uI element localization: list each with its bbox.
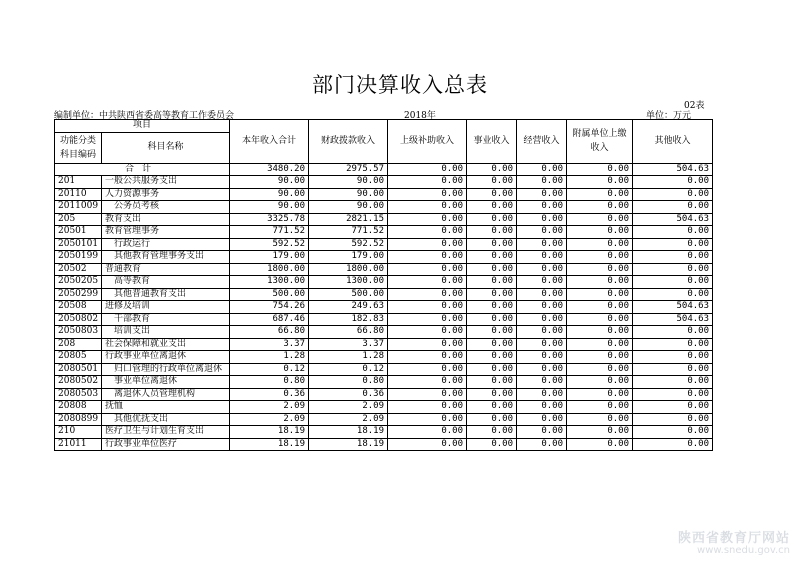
table-row xyxy=(55,276,713,289)
row-subsidy-cell: 0.00 xyxy=(388,251,467,264)
header-business: 事业收入 xyxy=(467,120,517,164)
table-row xyxy=(55,363,713,376)
row-subsidy-cell: 0.00 xyxy=(388,426,467,439)
row-subsidy-cell: 0.00 xyxy=(388,313,467,326)
row-code: 2050299 xyxy=(55,288,102,301)
row-fiscal-cell: 592.52 xyxy=(309,238,388,251)
row-operating-cell: 0.00 xyxy=(517,313,567,326)
row-affiliated-cell: 0.00 xyxy=(567,413,633,426)
row-total-cell: 771.52 xyxy=(230,226,309,239)
row-name: 其他优抚支出 xyxy=(102,413,230,426)
row-subsidy-cell: 0.00 xyxy=(388,226,467,239)
table-row xyxy=(55,313,713,326)
row-business-cell: 0.00 xyxy=(467,226,517,239)
table-row xyxy=(55,413,713,426)
row-subsidy-cell: 0.00 xyxy=(388,338,467,351)
row-other-cell: 504.63 xyxy=(633,213,713,226)
row-operating-cell: 0.00 xyxy=(517,413,567,426)
row-total-cell: 2.09 xyxy=(230,413,309,426)
row-other-cell: 504.63 xyxy=(633,313,713,326)
row-operating-cell: 0.00 xyxy=(517,351,567,364)
watermark-url: www.snedu.gov.cn xyxy=(697,545,790,556)
page-title: 部门决算收入总表 xyxy=(312,73,488,97)
row-fiscal-cell: 90.00 xyxy=(309,201,388,214)
table-row xyxy=(55,288,713,301)
row-name: 公务员考核 xyxy=(102,201,230,214)
row-code: 201 xyxy=(55,176,102,189)
row-total-cell: 18.19 xyxy=(230,426,309,439)
row-other-cell: 0.00 xyxy=(633,188,713,201)
row-business-cell: 0.00 xyxy=(467,401,517,414)
row-operating-cell: 0.00 xyxy=(517,438,567,451)
row-subsidy-cell: 0.00 xyxy=(388,401,467,414)
row-total-cell: 1.28 xyxy=(230,351,309,364)
row-operating-cell: 0.00 xyxy=(517,326,567,339)
total-label: 合计 xyxy=(55,163,230,176)
total-cell: 0.00 xyxy=(567,163,633,176)
table-row xyxy=(55,388,713,401)
header-item-group: 项目 xyxy=(55,120,230,133)
row-total-cell: 1800.00 xyxy=(230,263,309,276)
row-subsidy-cell: 0.00 xyxy=(388,326,467,339)
row-business-cell: 0.00 xyxy=(467,238,517,251)
row-fiscal-cell: 0.80 xyxy=(309,376,388,389)
row-other-cell: 0.00 xyxy=(633,176,713,189)
row-operating-cell: 0.00 xyxy=(517,276,567,289)
row-operating-cell: 0.00 xyxy=(517,426,567,439)
row-total-cell: 3.37 xyxy=(230,338,309,351)
row-operating-cell: 0.00 xyxy=(517,288,567,301)
row-fiscal-cell: 90.00 xyxy=(309,176,388,189)
row-code: 20110 xyxy=(55,188,102,201)
total-cell: 504.63 xyxy=(633,163,713,176)
row-name: 抚恤 xyxy=(102,401,230,414)
row-name: 高等教育 xyxy=(102,276,230,289)
row-total-cell: 179.00 xyxy=(230,251,309,264)
row-fiscal-cell: 249.63 xyxy=(309,301,388,314)
row-name: 其他教育管理事务支出 xyxy=(102,251,230,264)
row-fiscal-cell: 18.19 xyxy=(309,426,388,439)
header-code: 功能分类科目编码 xyxy=(55,132,102,163)
row-name: 归口管理的行政单位离退休 xyxy=(102,363,230,376)
row-fiscal-cell: 2.09 xyxy=(309,401,388,414)
row-affiliated-cell: 0.00 xyxy=(567,426,633,439)
table-row xyxy=(55,213,713,226)
row-name: 其他普通教育支出 xyxy=(102,288,230,301)
row-other-cell: 0.00 xyxy=(633,401,713,414)
row-subsidy-cell: 0.00 xyxy=(388,201,467,214)
row-affiliated-cell: 0.00 xyxy=(567,351,633,364)
row-affiliated-cell: 0.00 xyxy=(567,213,633,226)
header-affiliated: 附属单位上缴收入 xyxy=(567,120,633,164)
row-name: 普通教育 xyxy=(102,263,230,276)
row-code: 2050205 xyxy=(55,276,102,289)
table-row xyxy=(55,426,713,439)
header-total: 本年收入合计 xyxy=(230,120,309,164)
row-code: 20808 xyxy=(55,401,102,414)
row-code: 2011009 xyxy=(55,201,102,214)
row-affiliated-cell: 0.00 xyxy=(567,313,633,326)
row-subsidy-cell: 0.00 xyxy=(388,351,467,364)
income-table xyxy=(54,119,713,451)
table-row xyxy=(55,238,713,251)
row-total-cell: 66.80 xyxy=(230,326,309,339)
row-fiscal-cell: 1.28 xyxy=(309,351,388,364)
row-operating-cell: 0.00 xyxy=(517,338,567,351)
table-row xyxy=(55,401,713,414)
row-other-cell: 0.00 xyxy=(633,201,713,214)
row-affiliated-cell: 0.00 xyxy=(567,276,633,289)
row-other-cell: 0.00 xyxy=(633,251,713,264)
table-row xyxy=(55,326,713,339)
row-subsidy-cell: 0.00 xyxy=(388,188,467,201)
table-row xyxy=(55,201,713,214)
row-business-cell: 0.00 xyxy=(467,438,517,451)
row-operating-cell: 0.00 xyxy=(517,238,567,251)
row-affiliated-cell: 0.00 xyxy=(567,251,633,264)
row-total-cell: 0.12 xyxy=(230,363,309,376)
row-operating-cell: 0.00 xyxy=(517,363,567,376)
row-affiliated-cell: 0.00 xyxy=(567,288,633,301)
row-fiscal-cell: 3.37 xyxy=(309,338,388,351)
row-affiliated-cell: 0.00 xyxy=(567,201,633,214)
row-name: 行政事业单位离退休 xyxy=(102,351,230,364)
table-row xyxy=(55,188,713,201)
row-operating-cell: 0.00 xyxy=(517,226,567,239)
table-row xyxy=(55,351,713,364)
row-fiscal-cell: 771.52 xyxy=(309,226,388,239)
row-other-cell: 0.00 xyxy=(633,388,713,401)
row-subsidy-cell: 0.00 xyxy=(388,301,467,314)
row-operating-cell: 0.00 xyxy=(517,401,567,414)
row-affiliated-cell: 0.00 xyxy=(567,238,633,251)
row-business-cell: 0.00 xyxy=(467,351,517,364)
row-total-cell: 1300.00 xyxy=(230,276,309,289)
row-code: 205 xyxy=(55,213,102,226)
row-total-cell: 2.09 xyxy=(230,401,309,414)
row-operating-cell: 0.00 xyxy=(517,376,567,389)
row-subsidy-cell: 0.00 xyxy=(388,363,467,376)
row-subsidy-cell: 0.00 xyxy=(388,276,467,289)
row-code: 2080503 xyxy=(55,388,102,401)
table-row xyxy=(55,251,713,264)
row-code: 2050199 xyxy=(55,251,102,264)
row-name: 干部教育 xyxy=(102,313,230,326)
row-name: 教育管理事务 xyxy=(102,226,230,239)
row-business-cell: 0.00 xyxy=(467,326,517,339)
row-other-cell: 504.63 xyxy=(633,301,713,314)
total-cell: 3480.20 xyxy=(230,163,309,176)
row-total-cell: 0.80 xyxy=(230,376,309,389)
header-operating: 经营收入 xyxy=(517,120,567,164)
row-other-cell: 0.00 xyxy=(633,338,713,351)
row-operating-cell: 0.00 xyxy=(517,176,567,189)
unit-label: 单位：万元 xyxy=(646,111,692,121)
row-business-cell: 0.00 xyxy=(467,426,517,439)
table-row xyxy=(55,226,713,239)
row-business-cell: 0.00 xyxy=(467,213,517,226)
row-affiliated-cell: 0.00 xyxy=(567,263,633,276)
total-cell: 0.00 xyxy=(467,163,517,176)
row-code: 21011 xyxy=(55,438,102,451)
header-subsidy: 上级补助收入 xyxy=(388,120,467,164)
row-name: 教育支出 xyxy=(102,213,230,226)
row-other-cell: 0.00 xyxy=(633,326,713,339)
row-name: 行政事业单位医疗 xyxy=(102,438,230,451)
row-fiscal-cell: 0.36 xyxy=(309,388,388,401)
row-subsidy-cell: 0.00 xyxy=(388,213,467,226)
row-code: 208 xyxy=(55,338,102,351)
row-fiscal-cell: 66.80 xyxy=(309,326,388,339)
row-business-cell: 0.00 xyxy=(467,251,517,264)
header-name: 科目名称 xyxy=(102,132,230,163)
row-code: 20508 xyxy=(55,301,102,314)
row-business-cell: 0.00 xyxy=(467,263,517,276)
row-name: 社会保障和就业支出 xyxy=(102,338,230,351)
row-name: 进修及培训 xyxy=(102,301,230,314)
row-affiliated-cell: 0.00 xyxy=(567,363,633,376)
table-code: 02表 xyxy=(684,101,705,111)
row-other-cell: 0.00 xyxy=(633,238,713,251)
row-fiscal-cell: 18.19 xyxy=(309,438,388,451)
row-name: 培训支出 xyxy=(102,326,230,339)
row-operating-cell: 0.00 xyxy=(517,263,567,276)
row-name: 事业单位离退休 xyxy=(102,376,230,389)
row-business-cell: 0.00 xyxy=(467,288,517,301)
row-business-cell: 0.00 xyxy=(467,338,517,351)
row-business-cell: 0.00 xyxy=(467,301,517,314)
row-total-cell: 754.26 xyxy=(230,301,309,314)
row-business-cell: 0.00 xyxy=(467,376,517,389)
row-other-cell: 0.00 xyxy=(633,226,713,239)
row-other-cell: 0.00 xyxy=(633,288,713,301)
row-fiscal-cell: 1300.00 xyxy=(309,276,388,289)
row-fiscal-cell: 500.00 xyxy=(309,288,388,301)
row-fiscal-cell: 182.83 xyxy=(309,313,388,326)
row-affiliated-cell: 0.00 xyxy=(567,226,633,239)
row-other-cell: 0.00 xyxy=(633,263,713,276)
row-code: 20501 xyxy=(55,226,102,239)
row-affiliated-cell: 0.00 xyxy=(567,326,633,339)
row-subsidy-cell: 0.00 xyxy=(388,176,467,189)
row-operating-cell: 0.00 xyxy=(517,213,567,226)
row-affiliated-cell: 0.00 xyxy=(567,188,633,201)
total-cell: 0.00 xyxy=(517,163,567,176)
row-business-cell: 0.00 xyxy=(467,176,517,189)
row-subsidy-cell: 0.00 xyxy=(388,376,467,389)
row-affiliated-cell: 0.00 xyxy=(567,376,633,389)
table-row xyxy=(55,301,713,314)
row-code: 2050802 xyxy=(55,313,102,326)
row-code: 20502 xyxy=(55,263,102,276)
row-total-cell: 687.46 xyxy=(230,313,309,326)
row-operating-cell: 0.00 xyxy=(517,188,567,201)
row-name: 离退休人员管理机构 xyxy=(102,388,230,401)
row-total-cell: 592.52 xyxy=(230,238,309,251)
row-subsidy-cell: 0.00 xyxy=(388,288,467,301)
table-row xyxy=(55,338,713,351)
row-total-cell: 500.00 xyxy=(230,288,309,301)
row-total-cell: 18.19 xyxy=(230,438,309,451)
row-subsidy-cell: 0.00 xyxy=(388,263,467,276)
row-other-cell: 0.00 xyxy=(633,276,713,289)
row-name: 人力资源事务 xyxy=(102,188,230,201)
row-business-cell: 0.00 xyxy=(467,313,517,326)
row-total-cell: 90.00 xyxy=(230,176,309,189)
row-fiscal-cell: 179.00 xyxy=(309,251,388,264)
row-total-cell: 90.00 xyxy=(230,188,309,201)
table-row xyxy=(55,376,713,389)
total-cell: 0.00 xyxy=(388,163,467,176)
org-label: 编制单位：中共陕西省委高等教育工作委员会 xyxy=(54,111,235,121)
row-subsidy-cell: 0.00 xyxy=(388,438,467,451)
table-row xyxy=(55,263,713,276)
row-other-cell: 0.00 xyxy=(633,363,713,376)
row-other-cell: 0.00 xyxy=(633,426,713,439)
row-fiscal-cell: 2.09 xyxy=(309,413,388,426)
row-total-cell: 3325.78 xyxy=(230,213,309,226)
row-fiscal-cell: 90.00 xyxy=(309,188,388,201)
row-total-cell: 0.36 xyxy=(230,388,309,401)
row-operating-cell: 0.00 xyxy=(517,201,567,214)
table-body xyxy=(55,163,713,451)
row-business-cell: 0.00 xyxy=(467,413,517,426)
row-code: 210 xyxy=(55,426,102,439)
year-label: 2018年 xyxy=(404,111,436,121)
row-total-cell: 90.00 xyxy=(230,201,309,214)
row-affiliated-cell: 0.00 xyxy=(567,338,633,351)
row-other-cell: 0.00 xyxy=(633,351,713,364)
row-business-cell: 0.00 xyxy=(467,363,517,376)
total-row xyxy=(55,163,713,176)
row-fiscal-cell: 0.12 xyxy=(309,363,388,376)
row-other-cell: 0.00 xyxy=(633,438,713,451)
row-name: 行政运行 xyxy=(102,238,230,251)
row-business-cell: 0.00 xyxy=(467,201,517,214)
row-name: 医疗卫生与计划生育支出 xyxy=(102,426,230,439)
row-code: 2080501 xyxy=(55,363,102,376)
header-other: 其他收入 xyxy=(633,120,713,164)
row-business-cell: 0.00 xyxy=(467,388,517,401)
row-subsidy-cell: 0.00 xyxy=(388,388,467,401)
row-code: 2050101 xyxy=(55,238,102,251)
row-fiscal-cell: 2821.15 xyxy=(309,213,388,226)
header-fiscal: 财政拨款收入 xyxy=(309,120,388,164)
row-affiliated-cell: 0.00 xyxy=(567,438,633,451)
row-code: 20805 xyxy=(55,351,102,364)
row-affiliated-cell: 0.00 xyxy=(567,388,633,401)
row-subsidy-cell: 0.00 xyxy=(388,413,467,426)
row-operating-cell: 0.00 xyxy=(517,301,567,314)
row-other-cell: 0.00 xyxy=(633,376,713,389)
row-operating-cell: 0.00 xyxy=(517,251,567,264)
watermark-text: 陕西省教育厅网站 xyxy=(677,531,790,546)
row-code: 2050803 xyxy=(55,326,102,339)
row-operating-cell: 0.00 xyxy=(517,388,567,401)
total-cell: 2975.57 xyxy=(309,163,388,176)
row-name: 一般公共服务支出 xyxy=(102,176,230,189)
row-code: 2080899 xyxy=(55,413,102,426)
table-row xyxy=(55,176,713,189)
row-business-cell: 0.00 xyxy=(467,188,517,201)
row-code: 2080502 xyxy=(55,376,102,389)
row-subsidy-cell: 0.00 xyxy=(388,238,467,251)
row-affiliated-cell: 0.00 xyxy=(567,401,633,414)
table-row xyxy=(55,438,713,451)
row-other-cell: 0.00 xyxy=(633,413,713,426)
row-business-cell: 0.00 xyxy=(467,276,517,289)
row-affiliated-cell: 0.00 xyxy=(567,176,633,189)
row-fiscal-cell: 1800.00 xyxy=(309,263,388,276)
row-affiliated-cell: 0.00 xyxy=(567,301,633,314)
